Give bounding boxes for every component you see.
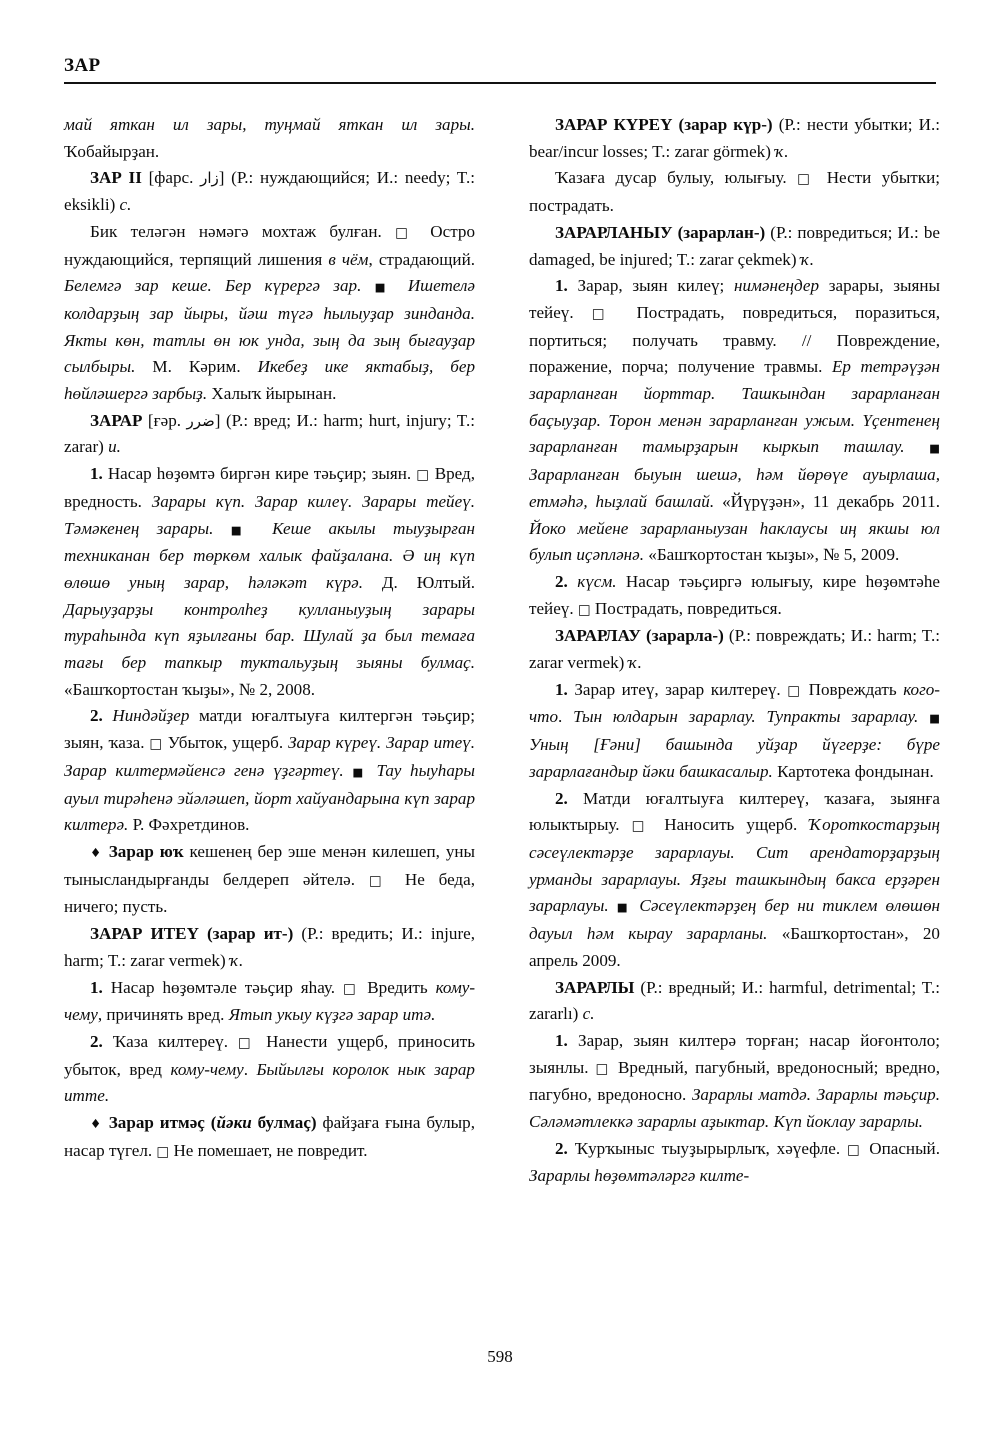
headword: 2.: [555, 1138, 568, 1158]
entry-zarar-kureu-entry: [529, 112, 940, 165]
headword: ЗАР II: [90, 168, 142, 188]
body-text: Нести убытки; пострадать.: [529, 168, 940, 216]
body-text: .: [558, 707, 574, 727]
entry-zararlau-sense-1: [529, 677, 940, 786]
text-columns: [64, 112, 940, 1190]
example-italic: Ишетелә колдарҙың зар йыры, йәш түгә һылыуҙар зинданда. Якты көн, татлы өн юк унда, зың да зың бығауҙар сылбыры.: [64, 276, 475, 377]
running-head: [64, 55, 936, 84]
open-square-marker-icon: □: [416, 467, 430, 484]
body-text: Насар һөҙөмтә биргән кире тәьҫир; зыян.: [102, 464, 417, 484]
example-italic: кому-чему: [170, 1059, 244, 1079]
headword: 2.: [90, 706, 103, 726]
body-text: [368, 761, 377, 780]
body-text: Пострадать, повредиться, поразиться, портиться; получать травму.: [529, 302, 940, 350]
filled-square-marker-icon: ■: [352, 764, 368, 779]
entry-zararlanyu-entry: [529, 220, 940, 273]
entry-zarar-iteu-sense-2: [64, 1029, 475, 1110]
example-italic: Тын юлдарын зарарлау. Тупракты зарарлау.: [573, 707, 919, 727]
body-text: , страдающий.: [368, 249, 475, 269]
headword: ЗАРАРЛАНЫУ (зарарлан-): [555, 222, 766, 242]
headword: 1.: [90, 464, 103, 484]
body-text: Халыҡ йырынан.: [207, 384, 337, 404]
body-text: [фарс.: [141, 168, 201, 188]
arabic-etymon: ضرر: [186, 411, 215, 430]
body-text: Вредить: [359, 977, 436, 997]
headword: 1.: [555, 679, 568, 699]
example-italic: май яткан ил зары, туңмай яткан ил зары.: [64, 115, 475, 134]
headword: ЗАРАР ИТЕҮ (зарар ит-): [90, 924, 294, 944]
arabic-etymon: زار: [200, 169, 219, 188]
example-italic: ҡ.: [628, 653, 642, 673]
example-italic: Икебеҙ ике яктабыҙ, бер һөйләшергә зарбыҙ.: [64, 357, 475, 404]
body-text: Зарар итеү, зарар килтереү.: [567, 679, 788, 699]
entry-zarar-sense-1: [64, 461, 475, 703]
example-italic: Тау һыуһары ауыл тирәһенә эйәләшеп, йорт хайуандарына күп зарар килтерә.: [64, 760, 475, 835]
entry-zarar-itmas-idiom: [64, 1110, 475, 1165]
open-square-marker-icon: □: [631, 818, 653, 835]
body-text: [395, 276, 408, 295]
example-italic: Уның [Ғәни] башында уйҙар йүгерҙе: бүре зарарлағандыр йәки башкасалыр.: [529, 735, 940, 781]
body-text: [904, 437, 929, 456]
filled-square-marker-icon: ■: [374, 280, 395, 295]
body-text: Повреждение, поражение, порча; получение травмы.: [529, 330, 940, 377]
body-text: (Р.: вредить; И.: injure, harm; T.: zarar vermek): [64, 924, 475, 970]
example-italic: Зарар күреү. Зарар итеү. Зарар килтермәйенсә генә үҙгәртеү.: [64, 733, 475, 780]
example-italic: күсм.: [577, 571, 617, 591]
body-text: Убыток, ущерб.: [162, 733, 289, 753]
body-text: Зарар, зыян килеү;: [567, 276, 734, 296]
entry-zararly-entry: [529, 975, 940, 1028]
open-square-marker-icon: □: [577, 601, 591, 618]
headword: Зарар юҡ: [108, 841, 184, 861]
body-text: [103, 706, 113, 725]
headword-italic: йәки: [216, 1113, 252, 1133]
headword: ЗАРАРЛАУ (зарарла-): [555, 626, 724, 646]
open-square-marker-icon: □: [797, 171, 817, 188]
body-text: Не беда, ничего; пусть.: [64, 869, 475, 917]
body-text: Вред, вредность.: [64, 464, 475, 511]
filled-square-marker-icon: ■: [929, 441, 940, 456]
body-text: [609, 896, 617, 915]
body-text: ] (Р.: нуждающийся; И.: needy; T.: eksikli): [64, 168, 476, 215]
body-text: [ғәр.: [142, 410, 187, 430]
example-italic: Белемгә зар кеше. Бер күрергә зар.: [64, 276, 362, 296]
headword: 2.: [90, 1031, 103, 1051]
body-text: (Р.: нести убытки; И.: bear/incur losses; T.: zarar görmek): [529, 115, 940, 161]
entry-zar-ii-entry: [64, 165, 475, 218]
example-italic: Зарарланған быуын шешә, һәм йөрөүе ауырлаша, етмәһә, һыҙлай башлай.: [529, 465, 940, 511]
example-italic: Кеше акылы тыуҙырған техниканан бер төркөм халык файҙалана. Ә иң күп өлөшө уның зарар, һәләкәт күрә.: [64, 518, 475, 592]
body-text: .: [243, 1059, 257, 1079]
body-text: матди юғалтыуға килтергән тәьҫир; зыян, ҡаза.: [64, 706, 475, 753]
body-text: М. Кәрим.: [135, 357, 258, 377]
body-text: «Башҡортостан», 20 апрель 2009.: [529, 924, 940, 970]
right-column: [529, 112, 940, 1190]
example-italic: Ҡороткостарҙың сәсеүлектәрҙе зарарлауы. Сит арендаторҙарҙың урманды зарарлауы. Яҙғы ташкындың бакса ерҙәрен зарарлауы.: [529, 815, 940, 916]
open-square-marker-icon: □: [395, 224, 417, 241]
body-text: зарары, зыяны тейеү.: [529, 276, 941, 322]
entry-zarar-sense-2: [64, 703, 475, 839]
body-text: //: [801, 330, 837, 350]
headword: ЗАРАР КҮРЕҮ (зарар күр-): [555, 115, 773, 134]
example-italic: Зарарлы матдә. Зарарлы тәьҫир. Сәләмәтлеккә зарарлы аҙыктар. Күп йоклау зарарлы.: [529, 1085, 940, 1132]
example-italic: Зарары күп. Зарар килеү. Зарары тейеү. Тәмәкенең зарары.: [64, 491, 475, 538]
entry-zarar-kureu-def: [529, 165, 940, 219]
entry-zararly-sense-2: [529, 1136, 940, 1190]
body-text: (Р.: повреждать; И.: harm; T.: zarar vermek): [529, 626, 940, 673]
body-text: , причинять вред.: [97, 1005, 229, 1025]
body-text: [568, 572, 577, 591]
body-text: (Р.: повредиться; И.: be damaged, be injured; T.: zarar çekmek): [529, 222, 940, 269]
body-text: (Р.: вредный; И.: harmful, detrimental; T.: zararlı): [529, 977, 940, 1024]
example-italic: кого-что: [529, 679, 940, 727]
headword: Зарар итмәҫ (: [108, 1113, 217, 1133]
example-italic: Ниндәйҙер: [112, 706, 190, 726]
open-square-marker-icon: □: [237, 1034, 257, 1051]
example-italic: Быйылғы королок нык зарар итте.: [64, 1059, 475, 1106]
entry-zararlanyu-sense-1: [529, 273, 940, 569]
body-text: [918, 707, 929, 726]
headword: 1.: [555, 1030, 568, 1050]
body-text: Д. Юлтый.: [362, 572, 476, 592]
body-text: Матди юғалтыуға килтереү, ҡазаға, зыянға юлыктырыу.: [529, 788, 940, 835]
running-head-title: ЗАР: [64, 55, 101, 76]
entry-zar-i-tail: [64, 112, 475, 165]
entry-zar-ii-def: [64, 219, 475, 408]
body-text: Повреждать: [802, 679, 904, 699]
body-text: Бик теләгән нәмәгә мохтаж булған.: [90, 221, 396, 241]
body-text: «Башҡортостан ҡыҙы», № 2, 2008.: [64, 679, 316, 699]
headword: ЗАРАР: [90, 410, 143, 430]
body-text: [361, 276, 374, 295]
open-square-marker-icon: □: [591, 305, 619, 322]
open-square-marker-icon: □: [847, 1141, 863, 1158]
headword: 1.: [90, 977, 103, 997]
open-square-marker-icon: □: [156, 1143, 170, 1160]
body-text: Наносить ущерб.: [652, 815, 810, 835]
headword: булмаҫ): [251, 1113, 317, 1133]
entry-zararly-sense-1: [529, 1028, 940, 1136]
example-italic: Йоко мейене зарарланыузан һаклаусы иң якшы юл булып иҫәпләнә.: [529, 518, 940, 565]
example-italic: в чём: [328, 249, 369, 269]
open-square-marker-icon: □: [368, 872, 392, 889]
body-text: Ҡаза килтереү.: [102, 1031, 238, 1051]
entry-zararlanyu-sense-2: [529, 569, 940, 623]
page-number: 598: [487, 1347, 513, 1366]
body-text: Не помешает, не повредит.: [169, 1140, 368, 1160]
filled-square-marker-icon: ■: [616, 900, 632, 915]
body-text: Пострадать, повредиться.: [590, 598, 782, 618]
entry-zarar-iteu-sense-1: [64, 975, 475, 1029]
entry-zararlau-sense-2: [529, 786, 940, 975]
example-italic: с.: [119, 195, 132, 215]
body-text: Картотека фондынан.: [772, 761, 934, 781]
body-text: кешенең бер эше менән килешеп, уны тынысландырғанды белдереп әйтелә.: [64, 841, 476, 889]
example-italic: и.: [108, 437, 121, 457]
filled-square-marker-icon: ■: [929, 711, 940, 726]
filled-square-marker-icon: ■: [230, 522, 255, 537]
body-text: Зарар, зыян килтерә торған; насар йоғонтоло; зыянлы.: [529, 1030, 940, 1077]
example-italic: Дарыуҙарҙы контролһеҙ кулланыуҙың зарары тураһында күп яҙылғаны бар. Шулай ҙа был темаға тағы бер тапкыр туктальуҙың зыяны булмаҫ.: [64, 599, 475, 673]
diamond-marker-icon: ♦: [90, 1116, 103, 1132]
entry-zarar-yuk-idiom: [64, 839, 475, 921]
body-text: файҙаға ғына булыр, насар түгел.: [64, 1113, 475, 1160]
left-column: [64, 112, 475, 1190]
open-square-marker-icon: □: [342, 980, 360, 997]
example-italic: ҡ.: [800, 249, 815, 269]
body-text: Р. Фәхретдинов.: [128, 815, 250, 835]
body-text: «Башҡортостан ҡыҙы», № 5, 2009.: [644, 545, 900, 565]
example-italic: Ер тетрәүҙән зарарланған йорттар. Ташкындан зарарланған баҫыуҙар. Торон менән зарарланған ужым. Үҫентенең зарарланған тамырҙарын кыркып ташлау.: [529, 357, 940, 457]
body-text: Насар тәьҫиргә юлығыу, кире һөҙөмтәһе тейеү.: [529, 571, 940, 618]
headword: ЗАРАРЛЫ: [555, 977, 635, 997]
entry-zarar-entry: [64, 408, 475, 461]
body-text: Опасный.: [862, 1138, 940, 1158]
body-text: Остро нуждающийся, терпящий лишения: [64, 221, 475, 269]
open-square-marker-icon: □: [149, 736, 163, 753]
headword: 2.: [555, 788, 568, 808]
example-italic: Сәсеүлектәрҙең бер ни тиклем өлөшөн дауыл һәм кырау зарарланы.: [529, 896, 940, 944]
body-text: [255, 519, 272, 538]
headword: 1.: [555, 276, 568, 296]
example-italic: Зарарлы һөҙөмтәләргә килте-: [529, 1166, 750, 1186]
body-text: ] (Р.: вред; И.: harm; hurt, injury; T.: zarar): [64, 410, 475, 457]
example-italic: нимәнеңдер: [733, 276, 820, 296]
entry-zararlau-entry: [529, 623, 940, 676]
body-text: Нанести ущерб, приносить убыток, вред: [64, 1031, 475, 1079]
headword: 2.: [555, 571, 568, 591]
example-italic: ҡ.: [229, 950, 244, 970]
body-text: Ҡурҡыныс тыуҙырырлыҡ, хәүефле.: [567, 1138, 848, 1158]
diamond-marker-icon: ♦: [90, 844, 103, 860]
body-text: «Йүрүҙән», 11 декабрь 2011.: [714, 491, 940, 511]
body-text: Вредный, пагубный, вредоносный; вредно, пагубно, вредоносно.: [529, 1057, 940, 1105]
example-italic: кому-чему: [64, 977, 476, 1025]
body-text: Ҡобайырҙан.: [64, 141, 160, 161]
example-italic: ҡ.: [775, 141, 789, 161]
running-head-rule: [64, 82, 936, 84]
body-text: Насар һөҙөмтәле тәьҫир яһау.: [102, 977, 343, 997]
body-text: Ҡазаға дусар булыу, юлығыу.: [555, 168, 798, 188]
entry-zarar-iteu-entry: [64, 921, 475, 974]
body-text: [213, 519, 230, 538]
example-italic: Ятып укыу күҙгә зарар итә.: [228, 1005, 436, 1025]
open-square-marker-icon: □: [595, 1060, 612, 1077]
example-italic: с.: [582, 1004, 595, 1024]
open-square-marker-icon: □: [787, 682, 803, 699]
